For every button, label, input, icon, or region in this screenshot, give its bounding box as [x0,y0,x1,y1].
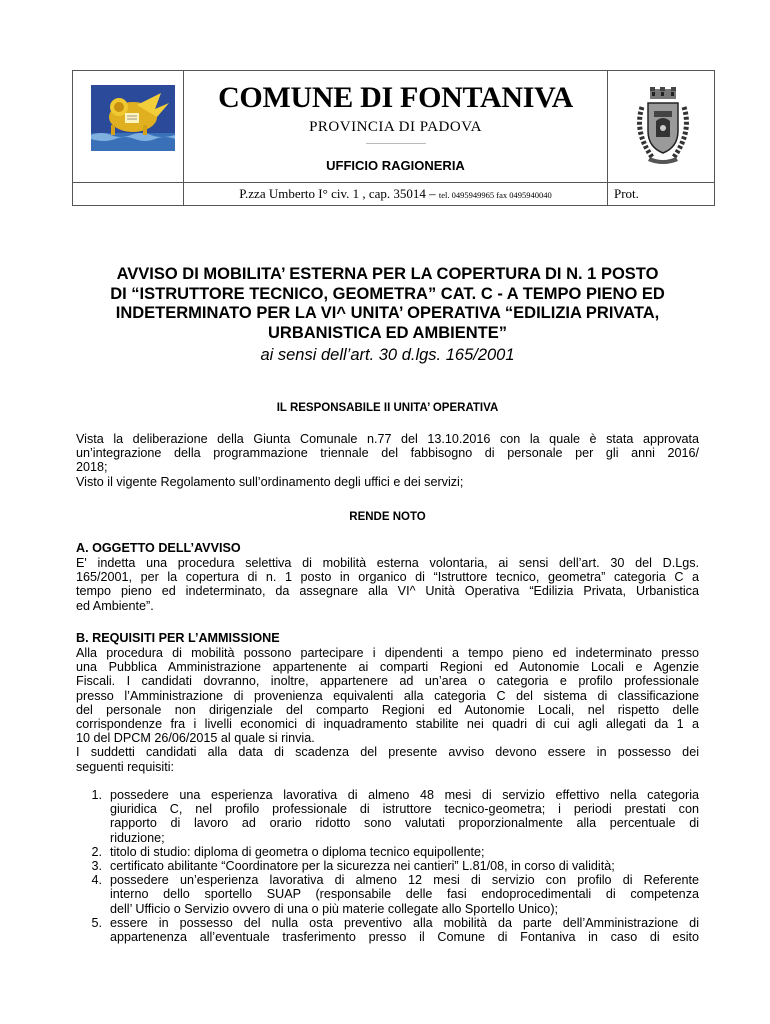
text-line: un’integrazione della programmazione triennale del fabbisogno di personale per gli anni 2016/ [76,446,699,461]
list-item [76,916,699,944]
text-line: 2018; [76,460,108,475]
comune-title: COMUNE DI FONTANIVA [218,81,573,114]
text-line: E' indetta una procedura selettiva di mobilità esterna volontaria, ai sensi dell’art. 30 del D.Lgs. [76,556,699,570]
text-line: essere in possesso del nulla osta preventivo alla mobilità da parte dell’Amministrazione di [110,915,699,930]
list-number: 2. [91,844,102,859]
list-item [76,845,699,859]
text-line: appartenenza all’eventuale trasferimento presso il Comune di Fontaniva in caso di esito [110,930,699,945]
section-b-heading: B. REQUISITI PER L’AMMISSIONE [76,631,280,645]
divider [366,143,426,144]
address-cell [183,183,608,205]
text-line: corrispondenze fra i livelli economici di inquadramento stabilite nei quadri di cui agli allegati da 1 a [76,717,699,732]
letterhead [72,70,715,206]
letterhead-left-cell [73,71,184,185]
responsabile-heading: IL RESPONSABILE II UNITA’ OPERATIVA [276,402,499,414]
text-line: seguenti requisiti: [76,759,175,774]
letterhead-address-row [73,182,714,205]
notice-subtitle: ai sensi dell’art. 30 d.lgs. 165/2001 [260,346,515,364]
section-a-heading: A. OGGETTO DELL’AVVISO [76,541,241,555]
provincia-label: PROVINCIA DI PADOVA [309,119,482,135]
rende-noto-heading: RENDE NOTO [349,511,426,523]
list-number: 3. [91,859,102,874]
title-line: AVVISO DI MOBILITA’ ESTERNA PER LA COPERTURA DI N. 1 POSTO [116,265,659,283]
text-line: giuridica C, nel profilo professionale di istruttore tecnico-geometra; i periodi prestati con [110,802,699,817]
list-item [76,873,699,916]
intro-paragraph [76,432,699,489]
text-line: certificato abilitante “Coordinatore per la sicurezza nei cantieri” L.81/08, in corso di validità; [110,859,615,874]
text-line: titolo di studio: diploma di geometra o diploma tecnico equipollente; [110,844,485,859]
text-line: 165/2001, per la copertura di n. 1 posto in organico di “Istruttore tecnico, geometra” categoria C a [76,570,699,585]
list-number: 5. [91,915,102,930]
text-line: dell’ Ufficio o Servizio ovvero di una o più materie collegate allo Sportello Unico); [110,901,559,916]
list-item [76,859,699,873]
list-number: 4. [91,873,102,888]
text-line: del personale non dirigenziale del comparto Regioni ed Autonomie Locali, nel rispetto delle [76,702,699,717]
text-line: I suddetti candidati alla data di scadenza del presente avviso devono essere in possesso dei [76,745,699,760]
text-line: tempo pieno ed indeterminato, da assegnare alla VI^ Unità Operativa “Edilizia Privata, Urbanistica [76,584,699,599]
text-line: presso l’Amministrazione di provenienza equivalenti alla categoria C del sistema di classificazione [76,688,699,703]
text-line: riduzione; [110,830,165,845]
text-line: possedere una esperienza lavorativa di almeno 48 mesi di servizio effettivo nella categoria [110,788,699,802]
text-line: 10 del DPCM 26/06/2015 al quale si rinvia. [76,731,315,746]
text-line: Fiscali. I candidati dovranno, inoltre, appartenere ad un’area o categoria e profilo professionale [76,674,699,689]
title-line: INDETERMINATO PER LA VI^ UNITA’ OPERATIVA “EDILIZIA PRIVATA, [115,304,660,322]
text-line: possedere un’esperienza lavorativa di almeno 12 mesi di servizio con profilo di Referente [110,873,699,888]
section-a-paragraph [76,556,699,613]
text-line: interno dello sportello SUAP (responsabile delle fasi endoprocedimentali di competenza [110,887,699,902]
venetian-lion-emblem-icon [91,85,175,151]
list-number: 1. [91,788,102,802]
text-line: rapporto di lavoro ad orario ridotto sono valutati proporzionalmente alla percentuale di [110,816,699,831]
address-text: P.zza Umberto I° civ. 1 , cap. 35014 – [239,186,436,201]
section-b-paragraph [76,646,699,774]
contacts-text: tel. 0495949965 fax 0495940040 [438,190,552,200]
ufficio-label: UFFICIO RAGIONERIA [326,158,465,173]
notice-title [76,265,699,343]
title-line: URBANISTICA ED AMBIENTE” [268,323,507,342]
letterhead-right-cell [607,71,714,185]
list-item [76,788,699,845]
text-line: una Pubblica Amministrazione appartenente ai comparti Regioni ed Autonomie Locali e Agenzie [76,660,699,675]
fontaniva-coat-of-arms-icon [632,87,694,167]
text-line: Vista la deliberazione della Giunta Comunale n.77 del 13.10.2016 con la quale è stata approvata [76,432,699,446]
protocol-label: Prot. [614,186,639,201]
title-line: DI “ISTRUTTORE TECNICO, GEOMETRA” CAT. C - A TEMPO PIENO ED [110,284,665,303]
text-line: Alla procedura di mobilità possono partecipare i dipendenti a tempo pieno ed indeterminato presso [76,646,699,660]
text-line: Visto il vigente Regolamento sull’ordinamento degli uffici e dei servizi; [76,474,464,489]
text-line: ed Ambiente”. [76,598,154,613]
requirements-list [76,788,699,944]
letterhead-center-cell [183,71,608,185]
